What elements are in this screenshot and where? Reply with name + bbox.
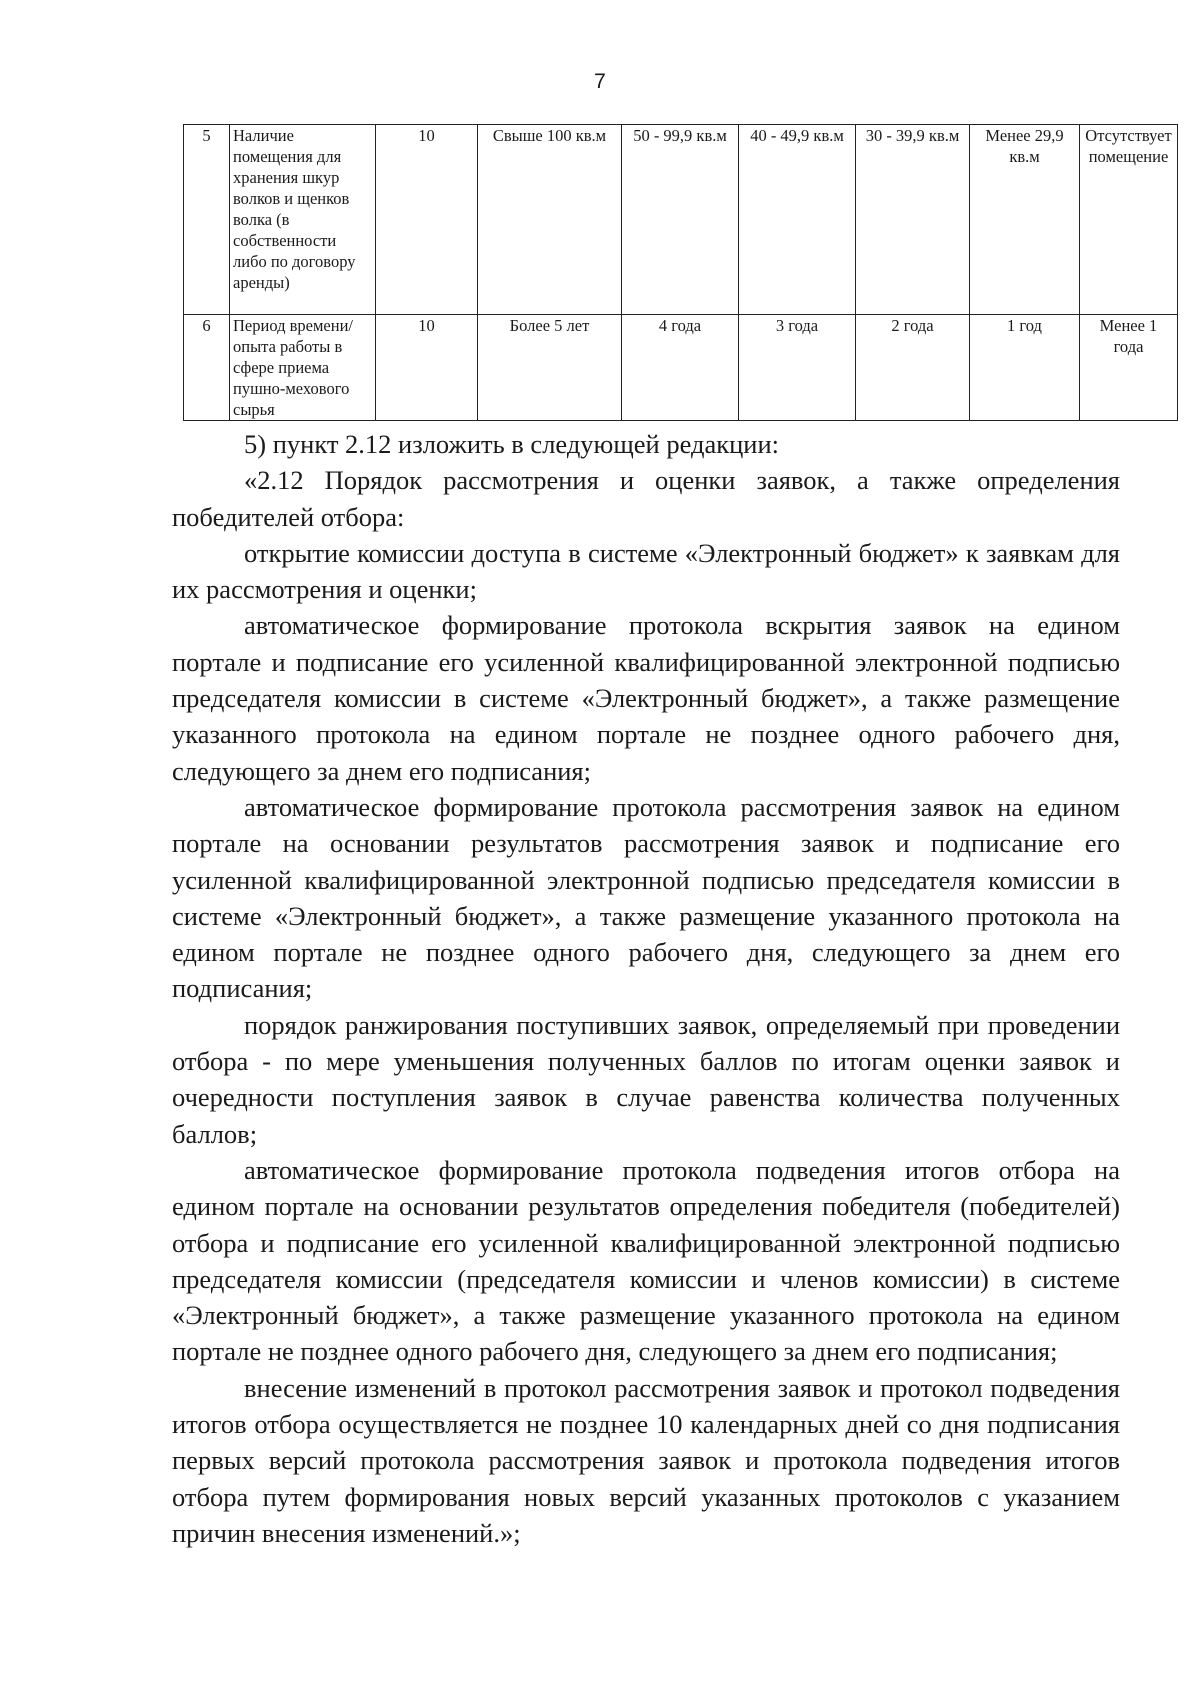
grade-cell: Менее 29,9 кв.м [970,125,1080,315]
grade-cell: Более 5 лет [478,315,622,421]
row-number: 6 [184,315,230,421]
weight-cell: 10 [376,125,478,315]
grade-cell: Менее 1 года [1080,315,1178,421]
paragraph: «2.12 Порядок рассмотрения и оценки заявок, а также определения победителей отбора: [172,465,1120,532]
table-row [184,125,1178,315]
grade-cell: Отсутствует помещение [1080,125,1178,315]
paragraph: 5) пункт 2.12 изложить в следующей редакции: [244,429,780,459]
grade-cell: 30 - 39,9 кв.м [856,125,970,315]
weight-cell: 10 [376,315,478,421]
table-row [184,315,1178,421]
criterion-cell: Наличие помещения для хранения шкур волков и щенков волка (в собственности либо по договору аренды) [230,125,376,315]
row-number: 5 [184,125,230,315]
paragraph: автоматическое формирование протокола рассмотрения заявок на едином портале на основании результатов рассмотрения заявок и подписание его усиленной квалифицированной электронной подписью председателя комиссии в системе «Электронный бюджет», а также размещение указанного протокола на едином портале не позднее одного рабочего дня, следующего за днем его подписания; [172,791,1120,1004]
page-number: 7 [594,70,606,93]
grade-cell: Свыше 100 кв.м [478,125,622,315]
paragraph: порядок ранжирования поступивших заявок, определяемый при проведении отбора - по мере уменьшения полученных баллов по итогам оценки заявок и очередности поступления заявок в случае равенства количества полученных баллов; [172,1009,1120,1149]
grade-cell: 3 года [739,315,856,421]
paragraph: открытие комиссии доступа в системе «Электронный бюджет» к заявкам для их рассмотрения и оценки; [172,537,1120,605]
criteria-table [183,124,1178,421]
grade-cell: 2 года [856,315,970,421]
grade-cell: 50 - 99,9 кв.м [622,125,739,315]
document-body [172,426,1120,1551]
grade-cell: 1 год [970,315,1080,421]
criterion-cell: Период времени/опыта работы в сфере приема пушно-мехового сырья [230,315,376,421]
grade-cell: 4 года [622,315,739,421]
paragraph: автоматическое формирование протокола вскрытия заявок на едином портале и подписание его усиленной квалифицированной электронной подписью председателя комиссии в системе «Электронный бюджет», а также размещение указанного протокола на едином портале не позднее одного рабочего дня, следующего за днем его подписания; [172,610,1120,786]
paragraph: автоматическое формирование протокола подведения итогов отбора на едином портале на основании результатов определения победителя (победителей) отбора и подписание его усиленной квалифицированной электронной подписью председателя комиссии (председателя комиссии и членов комиссии) в системе «Электронный бюджет», а также размещение указанного протокола на едином портале не позднее одного рабочего дня, следующего за днем его подписания; [172,1154,1120,1367]
paragraph: внесение изменений в протокол рассмотрения заявок и протокол подведения итогов отбора осуществляется не позднее 10 календарных дней со дня подписания первых версий протокола рассмотрения заявок и протокола подведения итогов отбора путем формирования новых версий указанных протоколов с указанием причин внесения изменений.»; [172,1372,1120,1548]
grade-cell: 40 - 49,9 кв.м [739,125,856,315]
